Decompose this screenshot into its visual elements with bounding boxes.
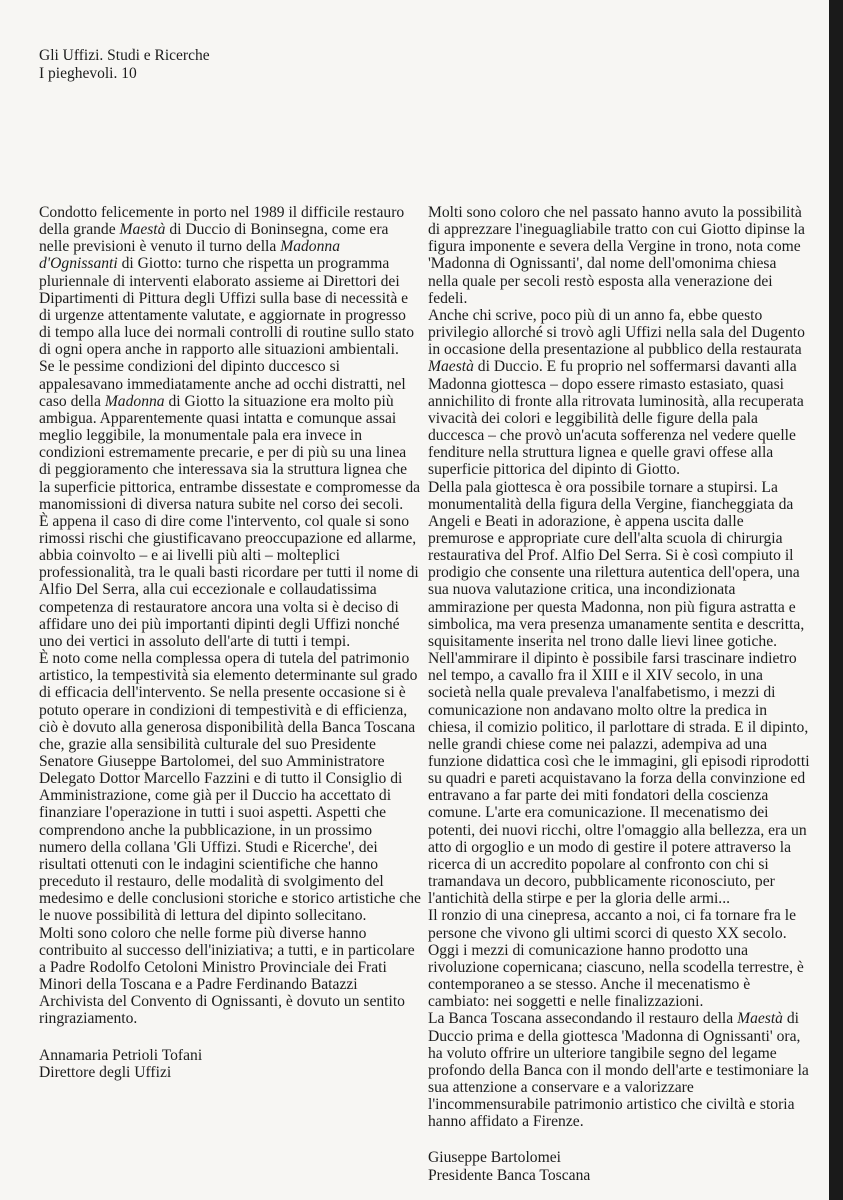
right-paragraphs	[428, 204, 810, 1130]
page-header	[39, 47, 210, 82]
text-run: Anche chi scrive, poco più di un anno fa, ebbe questo privilegio allorché si trovò agli Uffizi nella sala del Dugento in occasione della presentazione al pubblico della restaurata	[428, 306, 805, 359]
text-run: Il ronzio di una cinepresa, accanto a noi, ci fa tornare fra le persone che vivono gli ultimi scorci di questo XX secolo.	[428, 907, 796, 942]
issue-number: I pieghevoli. 10	[39, 64, 137, 82]
text-run: Molti sono coloro che nel passato hanno avuto la possibilità di apprezzare l'ineguagliabile tratto con cui Giotto dipinse la figura imponente e severa della Vergine in trono, nota come 'Madonna di Ognissanti', dal nome dell'omonima chiesa nella quale per secoli restò esposta alla venerazione dei fedeli.	[428, 204, 805, 307]
signature-president	[428, 1149, 810, 1183]
right-column	[428, 204, 810, 1184]
text-run: di Duccio di Boninsegna, come era nelle previsioni è venuto il turno della	[39, 221, 389, 256]
text-run: Molti sono coloro che nelle forme più diverse hanno contribuito al successo dell'iniziativa; a tutti, e in particolare a Padre Rodolfo Cetoloni Ministro Provinciale dei Frati Minori della Toscana e a Padre Ferdinando Batazzi Archivista del Convento di Ognissanti, è dovuto un sentito ringraziamento.	[39, 924, 415, 1028]
text-run: Oggi i mezzi di comunicazione hanno prodotto una rivoluzione copernicana; ciascuno, nella scodella terrestre, è contemporaneo a se stesso. Anche il mecenatismo è cambiato: nei soggetti e nelle finalizzazioni.	[428, 941, 804, 1011]
text-run: di Giotto la situazione era molto più ambigua. Apparentemente quasi intatta e comunque assai meglio leggibile, la monumentale pala era invece in condizioni estremamente precarie, e per di più su una linea di peggioramento che interessava sia la struttura lignea che la superficie pittorica, entrambe dissestate e compromesse da manomissioni di diversa natura subite nel corso dei secoli.	[39, 392, 421, 513]
body-paragraph	[428, 307, 810, 479]
body-paragraph	[428, 204, 810, 307]
text-run: Condotto felicemente in porto nel 1989 il difficile restauro della grande	[39, 204, 405, 239]
text-run: di Giotto: turno che rispetta un programma pluriennale di interventi elaborato assieme ai Direttori dei Dipartimenti di Pittura degli Uffizi sulla base di necessità e di urgenze attentamente valutate, e aggiornate in progresso di tempo alla luce dei normali controlli di routine sullo stato di ogni opera anche in rapporto alle situazioni ambientali.	[39, 255, 415, 359]
italic-title-text: Maestà	[428, 358, 474, 376]
signature-name: Giuseppe Bartolomei	[428, 1149, 561, 1167]
text-run: È appena il caso di dire come l'intervento, col quale si sono rimossi rischi che giustificavano preoccupazione ed allarme, abbia coinvolto – e ai livelli più alti – molteplici professionalità, tra le quali basti ricordare per tutti il nome di Alfio Del Serra, alla cui eccezionale e collaudatissima competenza di restauratore ancora una volta si è deciso di affidare uno dei più importanti dipinti degli Uffizi nonché uno dei vertici in assoluto dell'arte di tutti i tempi.	[39, 512, 419, 650]
text-run: di Duccio prima e della giottesca 'Madonna di Ognissanti' ora, ha voluto offrire un ulteriore tangibile segno del legame profondo della Banca con il mondo dell'arte e testimoniare la sua attenzione a conservare e a valorizzare l'incommensurabile patrimonio artistico che civiltà e storia hanno affidato a Firenze.	[428, 1010, 809, 1131]
text-run: di Duccio. E fu proprio nel soffermarsi davanti alla Madonna giottesca – dopo essere rimasto estasiato, quasi annichilito di fronte alla ritrovata luminosità, alla recuperata vivacità dei colori e leggibilità delle figure della pala duccesca – che provò un'acuta sofferenza nel vedere quelle fenditure nella struttura lignea e quelle gravi offese alla superficie pittorica del dipinto di Giotto.	[428, 358, 804, 479]
body-paragraph	[428, 479, 810, 651]
body-paragraph	[39, 204, 421, 358]
signature-role: Direttore degli Uffizi	[39, 1063, 172, 1081]
text-run: La Banca Toscana assecondando il restauro della	[428, 1010, 738, 1028]
text-run: È noto come nella complessa opera di tutela del patrimonio artistico, la tempestività sia elemento determinante sul grado di efficacia dell'intervento. Se nella presente occasione si è potuto operare in condizioni di tempestività e di efficienza, ciò è dovuto alla generosa disponibilità della Banca Toscana che, grazie alla sensibilità culturale del suo Presidente Senatore Giuseppe Bartolomei, del suo Amministratore Delegato Dottor Marcello Fazzini e di tutto il Consiglio di Amministrazione, come già per il Duccio ha accettato di finanziare l'operazione in tutti i suoi aspetti. Aspetti che comprendono anche la pubblicazione, in un prossimo numero della collana 'Gli Uffizi. Studi e Ricerche', dei risultati ottenuti con le indagini scientifiche che hanno preceduto il restauro, delle modalità di svolgimento del medesimo e delle conclusioni storiche e storico artistiche che le nuove possibilità di lettura del dipinto sollecitano.	[39, 650, 421, 925]
body-paragraph	[428, 907, 810, 941]
series-title: Gli Uffizi. Studi e Ricerche	[39, 47, 210, 64]
body-paragraph	[39, 650, 421, 925]
body-paragraph	[428, 650, 810, 907]
italic-title-text: Madonna d'Ognissanti	[39, 238, 340, 273]
italic-title-text: Maestà	[119, 221, 166, 239]
body-paragraph	[39, 925, 421, 1028]
body-paragraph	[39, 513, 421, 650]
signature-role: Presidente Banca Toscana	[428, 1166, 591, 1184]
italic-title-text: Madonna	[104, 392, 165, 410]
signature-director	[39, 1047, 421, 1081]
left-column	[39, 204, 421, 1081]
text-run: Se le pessime condizioni del dipinto duccesco si appalesavano immediatamente anche ad occhi distratti, nel caso della	[39, 358, 406, 410]
text-run: Nell'ammirare il dipinto è possibile farsi trascinare indietro nel tempo, a cavallo fra il XIII e il XIV secolo, in una società nella quale prevaleva l'analfabetismo, i mezzi di comunicazione non andavano molto oltre la predica in chiesa, il comizio politico, il parlottare di strada. E il dipinto, nelle grandi chiese come nei palazzi, adempiva ad una funzione didattica così che le immagini, gli episodi riprodotti su quadri e pareti acquistavano la forza della convinzione ed entravano a far parte dei miti fondatori della coscienza comune. L'arte era comunicazione. Il mecenatismo dei potenti, dei nuovi ricchi, oltre l'omaggio alla bellezza, era un atto di orgoglio e un modo di gestire il potere attraverso la ricerca di un accredito popolare al confronto con chi si tramandava un decoro, pubblicamente riconosciuto, per l'antichità della stirpe e per la gloria delle armi...	[428, 650, 810, 908]
italic-title-text: Maestà	[737, 1010, 783, 1028]
page-edge	[829, 0, 843, 1200]
left-paragraphs	[39, 204, 421, 1028]
signature-name: Annamaria Petrioli Tofani	[39, 1046, 203, 1064]
text-run: Della pala giottesca è ora possibile tornare a stupirsi. La monumentalità della figura della Vergine, fiancheggiata da Angeli e Beati in adorazione, è appena uscita dalle premurose e appropriate cure dell'alta scuola di chirurgia restaurativa del Prof. Alfio Del Serra. Si è così compiuto il prodigio che consente una rilettura autentica dell'opera, una sua nuova valutazione critica, una incondizionata ammirazione per questa Madonna, non più figura astratta e simbolica, ma vera presenza umanamente sentita e descritta, squisitamente inserita nel trono dalle lievi linee gotiche.	[428, 478, 805, 650]
body-paragraph	[428, 942, 810, 1011]
body-paragraph	[39, 358, 421, 512]
body-paragraph	[428, 1010, 810, 1130]
